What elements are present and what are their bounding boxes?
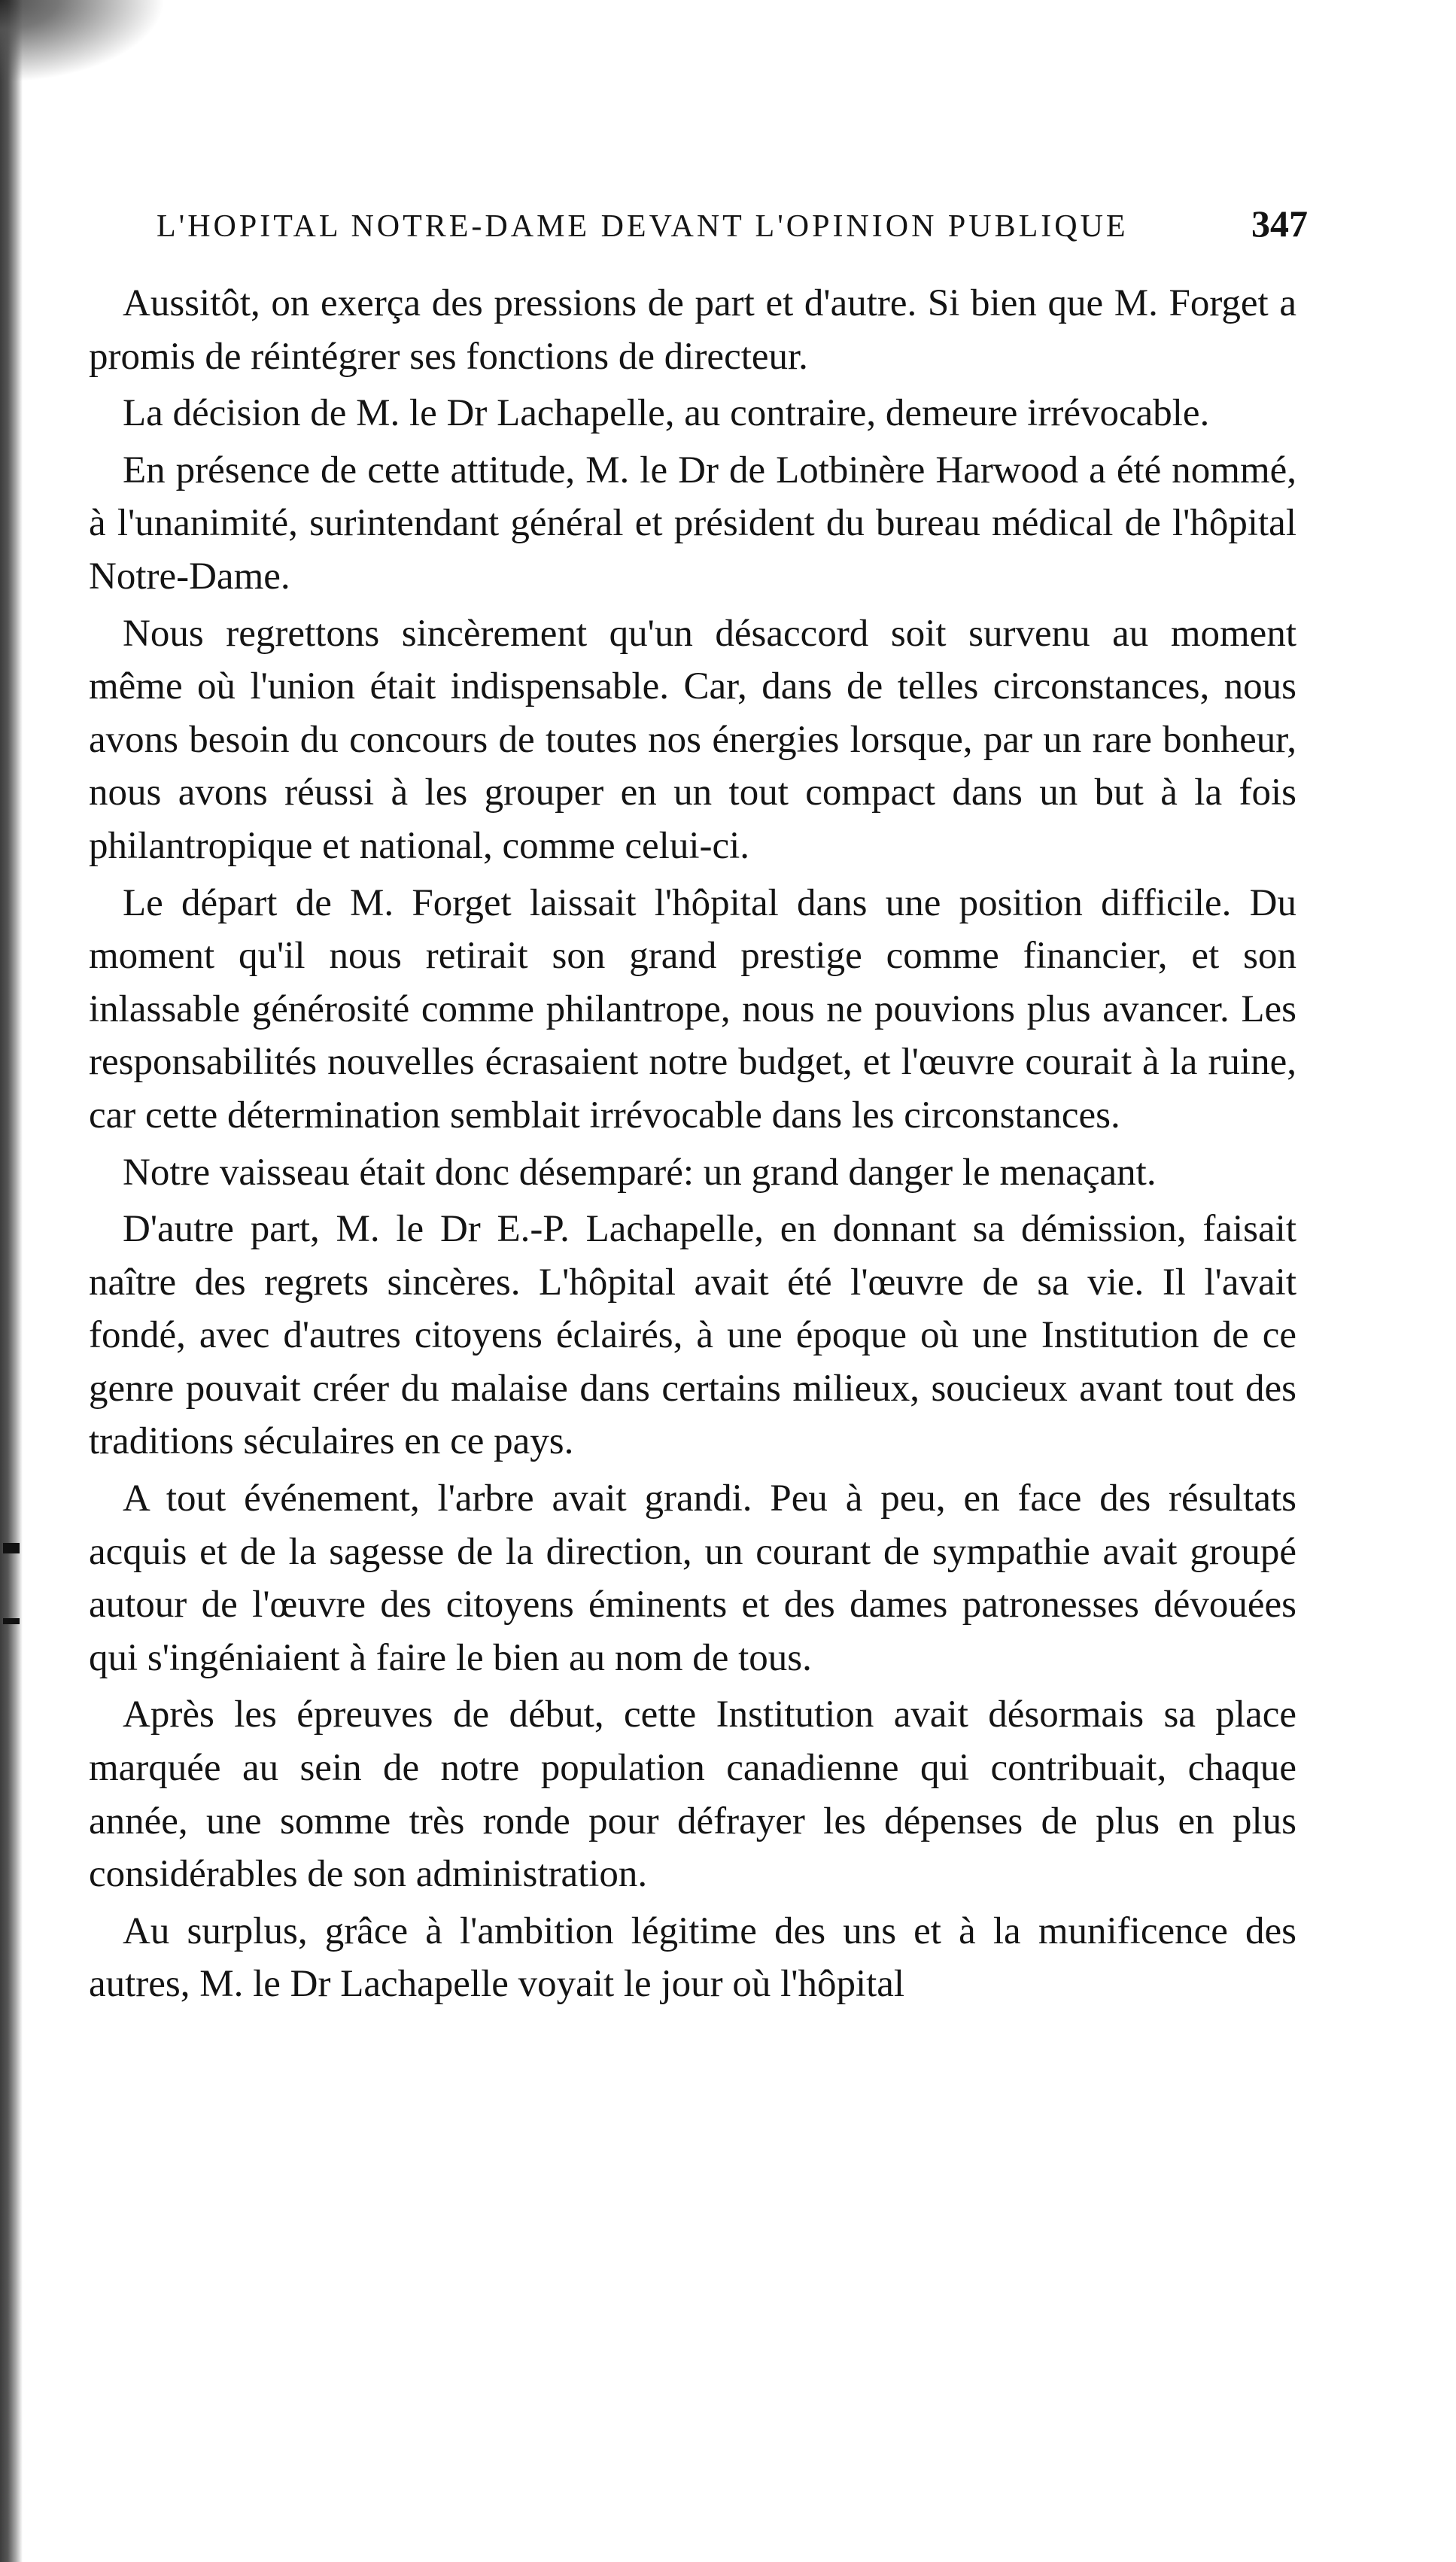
paragraph: En présence de cette attitude, M. le Dr de Lotbinère Harwood a été nommé, à l'unanimité, surintendant général et président du bureau médical de l'hôpital Notre-Dame. [89,449,1296,598]
binding-edge [0,0,23,2562]
paragraph: Notre vaisseau était donc désemparé: un grand danger le menaçant. [123,1151,1157,1194]
paragraph: Nous regrettons sincèrement qu'un désaccord soit survenu au moment même où l'union était indispensable. Car, dans de telles circonstances, nous avons besoin du concours de toutes nos énergies lorsque, par un rare bonheur, nous avons réussi à les grouper en un tout compact dans un but à la fois philantropique et national, comme celui-ci. [89,612,1296,867]
body-text [89,277,1296,2015]
paragraph: D'autre part, M. le Dr E.-P. Lachapelle, en donnant sa démission, faisait naître des regrets sincères. L'hôpital avait été l'œuvre de sa vie. Il l'avait fondé, avec d'autres citoyens éclairés, à une époque où une Institution de ce genre pouvait créer du malaise dans certains milieux, soucieux avant tout des traditions séculaires en ce pays. [89,1208,1296,1463]
edge-mark [3,1543,20,1553]
edge-mark [3,1618,20,1624]
paragraph: Aussitôt, on exerça des pressions de part et d'autre. Si bien que M. Forget a promis de réintégrer ses fonctions de directeur. [89,282,1296,378]
page-number: 347 [1251,202,1308,245]
running-title: L'HOPITAL NOTRE-DAME DEVANT L'OPINION PUBLIQUE [157,209,1129,244]
paragraph: Le départ de M. Forget laissait l'hôpital dans une position difficile. Du moment qu'il nous retirait son grand prestige comme financier, et son inlassable générosité comme philantrope, nous ne pouvions plus avancer. Les responsabilités nouvelles écrasaient notre budget, et l'œuvre courait à la ruine, car cette détermination semblait irrévocable dans les circonstances. [89,881,1296,1136]
paragraph: Au surplus, grâce à l'ambition légitime des uns et à la munificence des autres, M. le Dr Lachapelle voyait le jour où l'hôpital [89,1909,1296,2006]
paragraph: A tout événement, l'arbre avait grandi. Peu à peu, en face des résultats acquis et de la sagesse de la direction, un courant de sympathie avait groupé autour de l'œuvre des citoyens éminents et des dames patronesses dévouées qui s'ingéniaient à faire le bien au nom de tous. [89,1477,1296,1679]
paragraph: Après les épreuves de début, cette Institution avait désormais sa place marquée au sein de notre population canadienne qui contribuait, chaque année, une somme très ronde pour défrayer les dépenses de plus en plus considérables de son administration. [89,1693,1296,1896]
paragraph: La décision de M. le Dr Lachapelle, au contraire, demeure irrévocable. [123,392,1210,435]
scan-smudge [0,0,166,83]
running-head [157,202,1308,262]
